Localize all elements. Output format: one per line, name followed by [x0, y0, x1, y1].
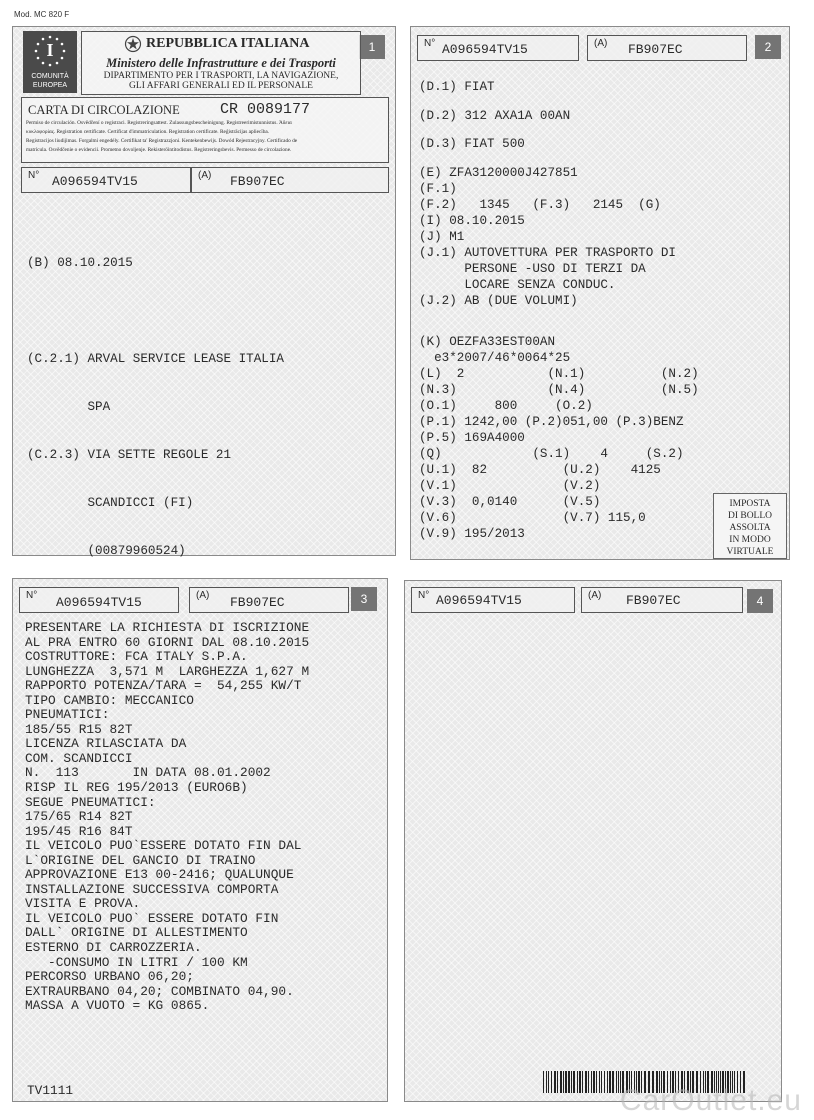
plate-box — [189, 587, 349, 613]
notes-line: ESTERNO DI CARROZZERIA. — [25, 940, 202, 956]
plate-box — [587, 35, 747, 61]
vehicle-field-line: (L) 2 (N.1) (N.2) — [419, 366, 699, 381]
notes-line: LUNGHEZZA 3,571 M LARGHEZZA 1,627 M — [25, 663, 310, 679]
notes-line: IL VEICOLO PUO` ESSERE DOTATO FIN — [25, 910, 279, 926]
vehicle-field-line: (D.1) FIAT — [419, 80, 495, 94]
vehicle-field-line: (E) ZFA3120000J427851 — [419, 165, 578, 180]
vehicle-field-line: (V.3) 0,0140 (V.5) — [419, 494, 601, 509]
vehicle-field-line: (V.1) (V.2) — [419, 478, 601, 493]
vehicle-field-line — [419, 321, 699, 334]
vehicle-field-line: (I) 08.10.2015 — [419, 213, 525, 228]
owner-line: (C.2.1) ARVAL SERVICE LEASE ITALIA — [27, 352, 284, 366]
tax-stamp-line: DI BOLLO — [727, 511, 773, 521]
document-number-tag: N° — [424, 38, 436, 49]
vehicle-field-line: (D.3) FIAT 500 — [419, 137, 525, 152]
owner-line: SPA — [27, 400, 111, 414]
barcode-bar — [593, 1071, 595, 1093]
barcode-bar — [609, 1071, 611, 1093]
barcode-bar — [543, 1071, 544, 1093]
department-line1: DIPARTIMENTO PER I TRASPORTI, LA NAVIGAZIONE, — [103, 71, 339, 81]
page-number-4: 4 — [747, 589, 773, 613]
multilang-line-1: Permiso de circulación. Osvědčení o registraci. Registreringsattest. Zulassungsbescheinigung. Registreerimistunnistus. Άδεια — [26, 120, 292, 126]
form-model-label: Mod. MC 820 F — [14, 10, 70, 19]
republic-emblem-icon — [124, 35, 142, 53]
vehicle-field-line: (P.5) 169A4000 — [419, 430, 525, 445]
plate-value: FB907EC — [628, 42, 683, 57]
department-line2: GLI AFFARI GENERALI ED IL PERSONALE — [129, 81, 313, 91]
barcode-bar — [560, 1071, 562, 1093]
vehicle-field-line: (D.2) 312 AXA1A 00AN — [419, 108, 571, 123]
vehicle-field-line — [419, 152, 699, 165]
document-number-box — [411, 587, 575, 613]
document-number-box — [417, 35, 579, 61]
card-title-box — [21, 97, 389, 163]
vehicle-field-line: (J.2) AB (DUE VOLUMI) — [419, 293, 578, 308]
notes-line: SEGUE PNEUMATICI: — [25, 794, 156, 810]
page-3-panel — [12, 578, 388, 1102]
vehicle-field-line: (V.6) (V.7) 115,0 — [419, 510, 646, 525]
document-number-tag: N° — [28, 170, 40, 181]
document-number-box — [19, 587, 179, 613]
vehicle-field-line: (O.1) 800 (O.2) — [419, 398, 593, 413]
barcode-bar — [588, 1071, 589, 1093]
notes-line: MASSA A VUOTO = KG 0865. — [25, 998, 210, 1014]
barcode-bar — [577, 1071, 578, 1093]
document-number-tag: N° — [418, 590, 430, 601]
owner-line: SCANDICCI (FI) — [27, 496, 194, 510]
owner-line — [27, 303, 284, 319]
notes-line: INSTALLAZIONE SUCCESSIVA COMPORTA — [25, 881, 279, 897]
notes-line: VISITA E PROVA. — [25, 896, 141, 912]
vehicle-field-line — [419, 124, 699, 137]
barcode-bar — [612, 1071, 614, 1093]
barcode-bar — [585, 1071, 587, 1093]
card-title: CARTA DI CIRCOLAZIONE — [28, 103, 180, 117]
barcode-bar — [573, 1071, 575, 1093]
notes-line: N. 113 IN DATA 08.01.2002 — [25, 765, 271, 781]
barcode-bar — [571, 1071, 572, 1093]
barcode-bar — [568, 1071, 570, 1093]
barcode-bar — [582, 1071, 583, 1093]
tax-stamp-line: ASSOLTA — [729, 523, 771, 533]
notes-details — [25, 621, 309, 1014]
notes-line: PRESENTARE LA RICHIESTA DI ISCRIZIONE — [25, 620, 310, 635]
barcode-bar — [604, 1071, 605, 1093]
multilang-line-2: κυκλοφορίας. Registration certificate. Certificat d'immatriculation. Registration certificate. Reģistrācijas apliecība. — [26, 129, 270, 135]
plate-tag: (A) — [594, 38, 608, 49]
notes-line: EXTRAURBANO 04,20; COMBINATO 04,90. — [25, 983, 294, 999]
barcode-bar — [579, 1071, 581, 1093]
notes-line: PERCORSO URBANO 06,20; — [25, 969, 194, 985]
owner-line: (B) 08.10.2015 — [27, 256, 133, 270]
notes-line: DALL` ORIGINE DI ALLESTIMENTO — [25, 925, 248, 941]
notes-line: APPROVAZIONE E13 00-2416; QUALUNQUE — [25, 867, 294, 883]
document-number-value: A096594TV15 — [52, 174, 138, 189]
vehicle-field-line: (U.1) 82 (U.2) 4125 — [419, 462, 661, 477]
notes-line: 185/55 R15 82T — [25, 721, 133, 737]
notes-line: L`ORIGINE DEL GANCIO DI TRAINO — [25, 852, 256, 868]
page-2-panel — [410, 26, 790, 560]
document-number-value: A096594TV15 — [442, 42, 528, 57]
notes-line: -CONSUMO IN LITRI / 100 KM — [25, 954, 248, 970]
owner-line: (C.2.3) VIA SETTE REGOLE 21 — [27, 448, 232, 462]
eu-country-letter: I — [46, 40, 54, 60]
vehicle-field-line: (N.3) (N.4) (N.5) — [419, 382, 699, 397]
document-number-value: A096594TV15 — [436, 593, 522, 608]
tax-stamp-line: IMPOSTA — [729, 499, 771, 509]
eu-emblem — [23, 31, 77, 93]
barcode-bar — [546, 1071, 547, 1093]
eu-label-line2: EUROPEA — [32, 82, 68, 89]
card-code: CR 0089177 — [220, 101, 311, 118]
tax-stamp-box — [713, 493, 787, 559]
plate-tag: (A) — [198, 170, 212, 181]
barcode-bar — [551, 1071, 552, 1093]
vehicle-field-line: e3*2007/46*0064*25 — [419, 350, 571, 365]
tax-stamp-line: VIRTUALE — [726, 547, 774, 557]
notes-line: RAPPORTO POTENZA/TARA = 54,255 KW/T — [25, 678, 302, 694]
republic-title: REPUBBLICA ITALIANA — [146, 36, 310, 51]
document-number-box — [21, 167, 191, 193]
eu-label-line1: COMUNITÀ — [31, 73, 69, 80]
owner-details — [27, 223, 284, 591]
tax-stamp-line: IN MODO — [729, 535, 771, 545]
plate-tag: (A) — [588, 590, 602, 601]
vehicle-field-line: (J) M1 — [419, 229, 465, 244]
notes-line: TIPO CAMBIO: MECCANICO — [25, 692, 194, 708]
page-number-2: 2 — [755, 35, 781, 59]
notes-line: COSTRUTTORE: FCA ITALY S.P.A. — [25, 649, 248, 665]
barcode-bar — [557, 1071, 558, 1093]
document-number-tag: N° — [26, 590, 38, 601]
plate-tag: (A) — [196, 590, 210, 601]
vehicle-field-line: (F.1) — [419, 181, 457, 196]
vehicle-field-line: (F.2) 1345 (F.3) 2145 (G) — [419, 197, 661, 212]
vehicle-field-line: (Q) (S.1) 4 (S.2) — [419, 446, 684, 461]
page-4-panel — [404, 580, 782, 1102]
vehicle-field-line: PERSONE -USO DI TERZI DA — [419, 261, 646, 276]
plate-box — [191, 167, 389, 193]
vehicle-field-line: (J.1) AUTOVETTURA PER TRASPORTO DI — [419, 245, 676, 260]
notes-line: RISP IL REG 195/2013 (EURO6B) — [25, 780, 248, 796]
notes-line: PNEUMATICI: — [25, 707, 110, 723]
barcode-bar — [548, 1071, 549, 1093]
barcode-bar — [616, 1071, 617, 1093]
notes-line: AL PRA ENTRO 60 GIORNI DAL 08.10.2015 — [25, 634, 310, 650]
barcode-bar — [601, 1071, 602, 1093]
notes-line: IL VEICOLO PUO`ESSERE DOTATO FIN DAL — [25, 838, 302, 854]
vehicle-field-line: LOCARE SENZA CONDUC. — [419, 277, 616, 292]
barcode-bar — [599, 1071, 600, 1093]
barcode-bar — [563, 1071, 564, 1093]
vehicle-details — [419, 79, 699, 542]
vehicle-field-line — [419, 309, 699, 322]
barcode-bar — [618, 1071, 619, 1093]
ministry-header-box — [81, 31, 361, 95]
barcode-bar — [607, 1071, 608, 1093]
plate-value: FB907EC — [626, 593, 681, 608]
footer-code: TV1111 — [27, 1083, 74, 1098]
vehicle-field-line — [419, 95, 699, 108]
vehicle-field-line: (P.1) 1242,00 (P.2)051,00 (P.3)BENZ — [419, 414, 684, 429]
page-number-1: 1 — [359, 35, 385, 59]
plate-value: FB907EC — [230, 174, 285, 189]
barcode-bar — [591, 1071, 592, 1093]
notes-line: 175/65 R14 82T — [25, 809, 133, 825]
plate-box — [581, 587, 743, 613]
barcode-bar — [554, 1071, 556, 1093]
barcode-bar — [596, 1071, 597, 1093]
ministry-name: Ministero delle Infrastrutture e dei Trasporti — [106, 56, 336, 70]
page-1-panel — [12, 26, 396, 556]
notes-line: 195/45 R16 84T — [25, 823, 133, 839]
plate-value: FB907EC — [230, 595, 285, 610]
multilang-line-4: matrícula. Osvědčenie o evidencii. Prometno dovoljenje. Rekisteröintitodistus. Registreringsbevis. Permesso de circolazione. — [26, 147, 292, 153]
notes-line: COM. SCANDICCI — [25, 750, 133, 766]
notes-line: LICENZA RILASCIATA DA — [25, 736, 187, 752]
owner-line: (00879960524) — [27, 544, 186, 558]
document-number-value: A096594TV15 — [56, 595, 142, 610]
vehicle-field-line: (V.9) 195/2013 — [419, 526, 525, 541]
page-number-3: 3 — [351, 587, 377, 611]
multilang-line-3: Registracijos liudijimas. Forgalmi engedély. Certifikat ta' Registrazzjoni. Kentekenbewijs. Dowód Rejestracyjny. Certificado de — [26, 138, 298, 144]
barcode-bar — [565, 1071, 567, 1093]
vehicle-field-line: (K) OEZFA33EST00AN — [419, 334, 556, 349]
watermark-logo: CarOutlet.eu — [619, 1084, 802, 1117]
